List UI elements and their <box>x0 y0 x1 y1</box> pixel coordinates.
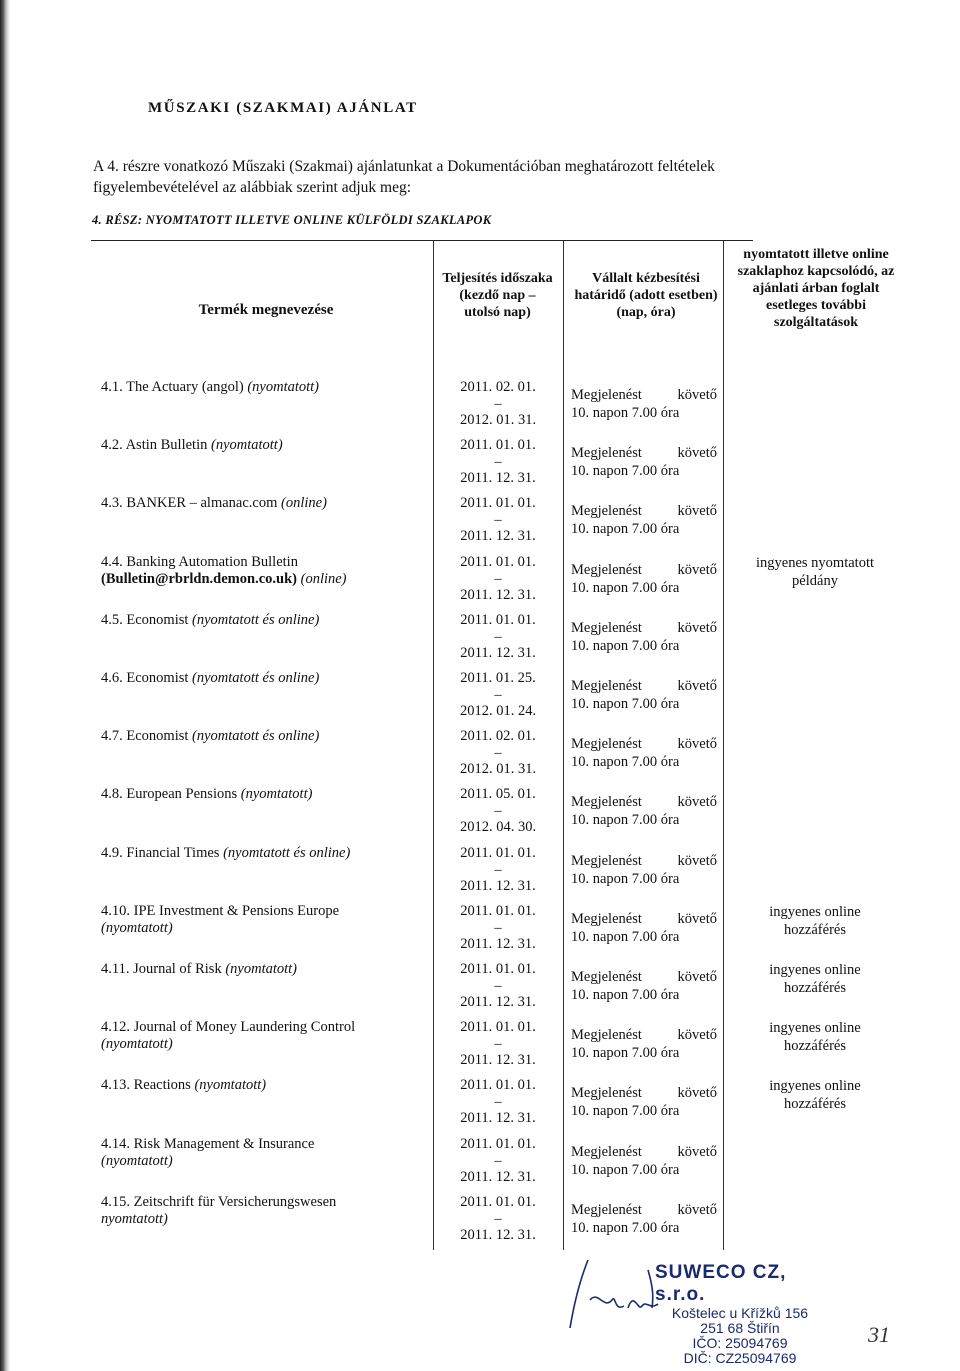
row-number: 4.1. <box>101 379 123 395</box>
header-extra: nyomtatott illetve online szaklaphoz kapcsolódó, az ajánlati árban foglalt esetleges további szolgáltatások <box>737 247 895 330</box>
start-date: 2011. 01. 01. <box>460 612 536 628</box>
date-dash: – <box>494 1211 502 1227</box>
row-title: Astin Bulletin <box>125 437 208 453</box>
table-row <box>0 903 960 961</box>
end-date: 2012. 01. 31. <box>459 412 537 428</box>
product-cell <box>101 786 431 803</box>
row-title: Banking Automation Bulletin <box>126 554 298 570</box>
delivery-text: Megjelenést követő <box>571 794 717 810</box>
product-cell <box>101 379 431 396</box>
table-row <box>0 495 960 553</box>
date-dash: – <box>494 862 502 878</box>
row-number: 4.8. <box>101 786 123 802</box>
table-row <box>0 437 960 495</box>
date-dash: – <box>494 1094 502 1110</box>
row-title: Journal of Money Laundering Control <box>133 1019 356 1035</box>
start-date: 2011. 01. 01. <box>460 437 536 453</box>
delivery-time: 10. napon 7.00 óra <box>571 696 680 712</box>
intro-line-2: figyelembevételével az alábbiak szerint adjuk meg: <box>93 179 412 196</box>
end-date: 2012. 01. 31. <box>459 761 537 777</box>
start-date: 2011. 02. 01. <box>460 728 536 744</box>
header-product: Termék megnevezése <box>198 302 334 318</box>
product-cell <box>101 670 431 687</box>
delivery-time: 10. napon 7.00 óra <box>571 1162 680 1178</box>
start-date: 2011. 01. 01. <box>460 1136 536 1152</box>
extra-service: ingyenes nyomtatott példány <box>756 555 874 589</box>
product-cell <box>101 554 431 588</box>
date-dash: – <box>494 1036 502 1052</box>
row-title: Risk Management & Insurance <box>133 1136 315 1152</box>
start-date: 2011. 01. 25. <box>460 670 536 686</box>
header-delivery: Vállalt kézbesítési határidő (adott esetben) (nap, óra) <box>574 271 718 320</box>
row-number: 4.6. <box>101 670 123 686</box>
row-type: nyomtatott) <box>101 1211 168 1227</box>
row-type: (nyomtatott) <box>101 1153 173 1169</box>
end-date: 2011. 12. 31. <box>460 470 536 486</box>
delivery-text: Megjelenést követő <box>571 969 717 985</box>
delivery-text: Megjelenést követő <box>571 678 717 694</box>
page-mark: 31 <box>868 1322 890 1347</box>
row-title-2: (Bulletin@rbrldn.demon.co.uk) <box>101 571 297 587</box>
row-type: (nyomtatott) <box>247 379 320 395</box>
delivery-text: Megjelenést követő <box>571 387 717 403</box>
delivery-text: Megjelenést követő <box>571 911 717 927</box>
stamp-company: SUWECO CZ, s.r.o. <box>655 1262 787 1305</box>
table-row <box>0 728 960 786</box>
product-cell <box>101 845 431 862</box>
extra-service: ingyenes online hozzáférés <box>769 962 861 996</box>
start-date: 2011. 02. 01. <box>460 379 536 395</box>
table-row <box>0 1077 960 1135</box>
intro-line-1: A 4. részre vonatkozó Műszaki (Szakmai) ajánlatunkat a Dokumentációban meghatározott feltételek <box>93 158 715 175</box>
delivery-text: Megjelenést követő <box>571 1202 717 1218</box>
company-stamp <box>655 1262 825 1366</box>
delivery-text: Megjelenést követő <box>571 1027 717 1043</box>
row-title: Economist <box>126 728 189 744</box>
date-dash: – <box>494 803 502 819</box>
product-cell <box>101 728 431 745</box>
product-cell <box>101 1136 431 1170</box>
delivery-time: 10. napon 7.00 óra <box>571 1220 680 1236</box>
row-number: 4.4. <box>101 554 123 570</box>
table-row <box>0 1194 960 1252</box>
section-heading: 4. RÉSZ: NYOMTATOTT ILLETVE ONLINE KÜLFÖLDI SZAKLAPOK <box>92 213 492 227</box>
extra-service: ingyenes online hozzáférés <box>769 904 861 938</box>
extra-service: ingyenes online hozzáférés <box>769 1078 861 1112</box>
product-cell <box>101 495 431 512</box>
start-date: 2011. 01. 01. <box>460 903 536 919</box>
row-number: 4.14. <box>101 1136 130 1152</box>
row-number: 4.3. <box>101 495 123 511</box>
table-row <box>0 554 960 612</box>
delivery-text: Megjelenést követő <box>571 503 717 519</box>
row-type: (nyomtatott és online) <box>223 845 351 861</box>
end-date: 2011. 12. 31. <box>460 994 536 1010</box>
date-dash: – <box>494 687 502 703</box>
end-date: 2011. 12. 31. <box>460 878 536 894</box>
date-dash: – <box>494 745 502 761</box>
row-title: Financial Times <box>126 845 220 861</box>
row-number: 4.7. <box>101 728 123 744</box>
delivery-text: Megjelenést követő <box>571 562 717 578</box>
row-number: 4.9. <box>101 845 123 861</box>
start-date: 2011. 01. 01. <box>460 1194 536 1210</box>
date-dash: – <box>494 1153 502 1169</box>
row-title: Zeitschrift für Versicherungswesen <box>133 1194 337 1210</box>
date-dash: – <box>494 629 502 645</box>
delivery-time: 10. napon 7.00 óra <box>571 463 680 479</box>
delivery-text: Megjelenést követő <box>571 620 717 636</box>
delivery-time: 10. napon 7.00 óra <box>571 929 680 945</box>
row-number: 4.5. <box>101 612 123 628</box>
row-title: The Actuary (angol) <box>126 379 244 395</box>
row-type: (nyomtatott és online) <box>192 728 320 744</box>
product-cell <box>101 903 431 937</box>
stamp-dic: DIČ: CZ25094769 <box>683 1350 797 1366</box>
row-type: (nyomtatott) <box>101 1036 173 1052</box>
delivery-time: 10. napon 7.00 óra <box>571 812 680 828</box>
stamp-ico: IČO: 25094769 <box>692 1335 788 1351</box>
row-title: Economist <box>126 670 189 686</box>
row-type: (nyomtatott és online) <box>192 670 320 686</box>
date-dash: – <box>494 454 502 470</box>
row-title: BANKER – almanac.com <box>126 495 278 511</box>
delivery-time: 10. napon 7.00 óra <box>571 871 680 887</box>
row-type: (online) <box>281 495 327 511</box>
product-cell <box>101 1194 431 1228</box>
delivery-time: 10. napon 7.00 óra <box>571 405 680 421</box>
row-number: 4.12. <box>101 1019 130 1035</box>
start-date: 2011. 01. 01. <box>460 961 536 977</box>
end-date: 2012. 04. 30. <box>459 819 537 835</box>
table-row <box>0 379 960 437</box>
start-date: 2011. 01. 01. <box>460 495 536 511</box>
table-row <box>0 612 960 670</box>
product-cell <box>101 612 431 629</box>
row-title: Economist <box>126 612 189 628</box>
start-date: 2011. 01. 01. <box>460 1077 536 1093</box>
product-cell <box>101 1077 431 1094</box>
row-type: (nyomtatott és online) <box>192 612 320 628</box>
page-title: MŰSZAKI (SZAKMAI) AJÁNLAT <box>148 100 418 116</box>
end-date: 2011. 12. 31. <box>460 1052 536 1068</box>
start-date: 2011. 05. 01. <box>460 786 536 802</box>
end-date: 2012. 01. 24. <box>459 703 537 719</box>
end-date: 2011. 12. 31. <box>460 645 536 661</box>
row-number: 4.10. <box>101 903 130 919</box>
row-type: (nyomtatott) <box>210 437 283 453</box>
row-number: 4.2. <box>101 437 123 453</box>
table-row <box>0 845 960 903</box>
table-row <box>0 1136 960 1194</box>
row-type: (nyomtatott) <box>101 920 173 936</box>
end-date: 2011. 12. 31. <box>460 528 536 544</box>
delivery-time: 10. napon 7.00 óra <box>571 580 680 596</box>
table-row <box>0 1019 960 1077</box>
date-dash: – <box>494 978 502 994</box>
row-title: Journal of Risk <box>133 961 222 977</box>
header-period: Teljesítés időszaka (kezdő nap – utolsó nap) <box>442 271 553 320</box>
start-date: 2011. 01. 01. <box>460 845 536 861</box>
end-date: 2011. 12. 31. <box>460 1110 536 1126</box>
delivery-text: Megjelenést követő <box>571 736 717 752</box>
product-cell <box>101 1019 431 1053</box>
row-type: (online) <box>300 571 347 587</box>
delivery-text: Megjelenést követő <box>571 445 717 461</box>
delivery-time: 10. napon 7.00 óra <box>571 638 680 654</box>
stamp-address-2: 251 68 Štiřín <box>700 1320 780 1336</box>
end-date: 2011. 12. 31. <box>460 1227 536 1243</box>
delivery-time: 10. napon 7.00 óra <box>571 521 680 537</box>
end-date: 2011. 12. 31. <box>460 936 536 952</box>
end-date: 2011. 12. 31. <box>460 1169 536 1185</box>
row-title: IPE Investment & Pensions Europe <box>133 903 340 919</box>
row-number: 4.15. <box>101 1194 130 1210</box>
delivery-time: 10. napon 7.00 óra <box>571 1045 680 1061</box>
stamp-address-1: Koštelec u Křížků 156 <box>671 1305 809 1321</box>
table-row <box>0 786 960 844</box>
row-number: 4.11. <box>101 961 130 977</box>
product-cell <box>101 961 431 978</box>
row-type: (nyomtatott) <box>240 786 313 802</box>
delivery-time: 10. napon 7.00 óra <box>571 754 680 770</box>
row-type: (nyomtatott) <box>194 1077 267 1093</box>
row-number: 4.13. <box>101 1077 130 1093</box>
delivery-time: 10. napon 7.00 óra <box>571 987 680 1003</box>
row-type: (nyomtatott) <box>225 961 298 977</box>
delivery-time: 10. napon 7.00 óra <box>571 1103 680 1119</box>
product-cell <box>101 437 431 454</box>
table-row <box>0 670 960 728</box>
intro-paragraph <box>93 156 843 198</box>
extra-service: ingyenes online hozzáférés <box>769 1020 861 1054</box>
row-title: Reactions <box>133 1077 191 1093</box>
date-dash: – <box>494 396 502 412</box>
date-dash: – <box>494 571 502 587</box>
table-row <box>0 961 960 1019</box>
date-dash: – <box>494 920 502 936</box>
delivery-text: Megjelenést követő <box>571 1085 717 1101</box>
start-date: 2011. 01. 01. <box>460 1019 536 1035</box>
date-dash: – <box>494 512 502 528</box>
row-title: European Pensions <box>126 786 238 802</box>
start-date: 2011. 01. 01. <box>460 554 536 570</box>
delivery-text: Megjelenést követő <box>571 853 717 869</box>
end-date: 2011. 12. 31. <box>460 587 536 603</box>
delivery-text: Megjelenést követő <box>571 1144 717 1160</box>
